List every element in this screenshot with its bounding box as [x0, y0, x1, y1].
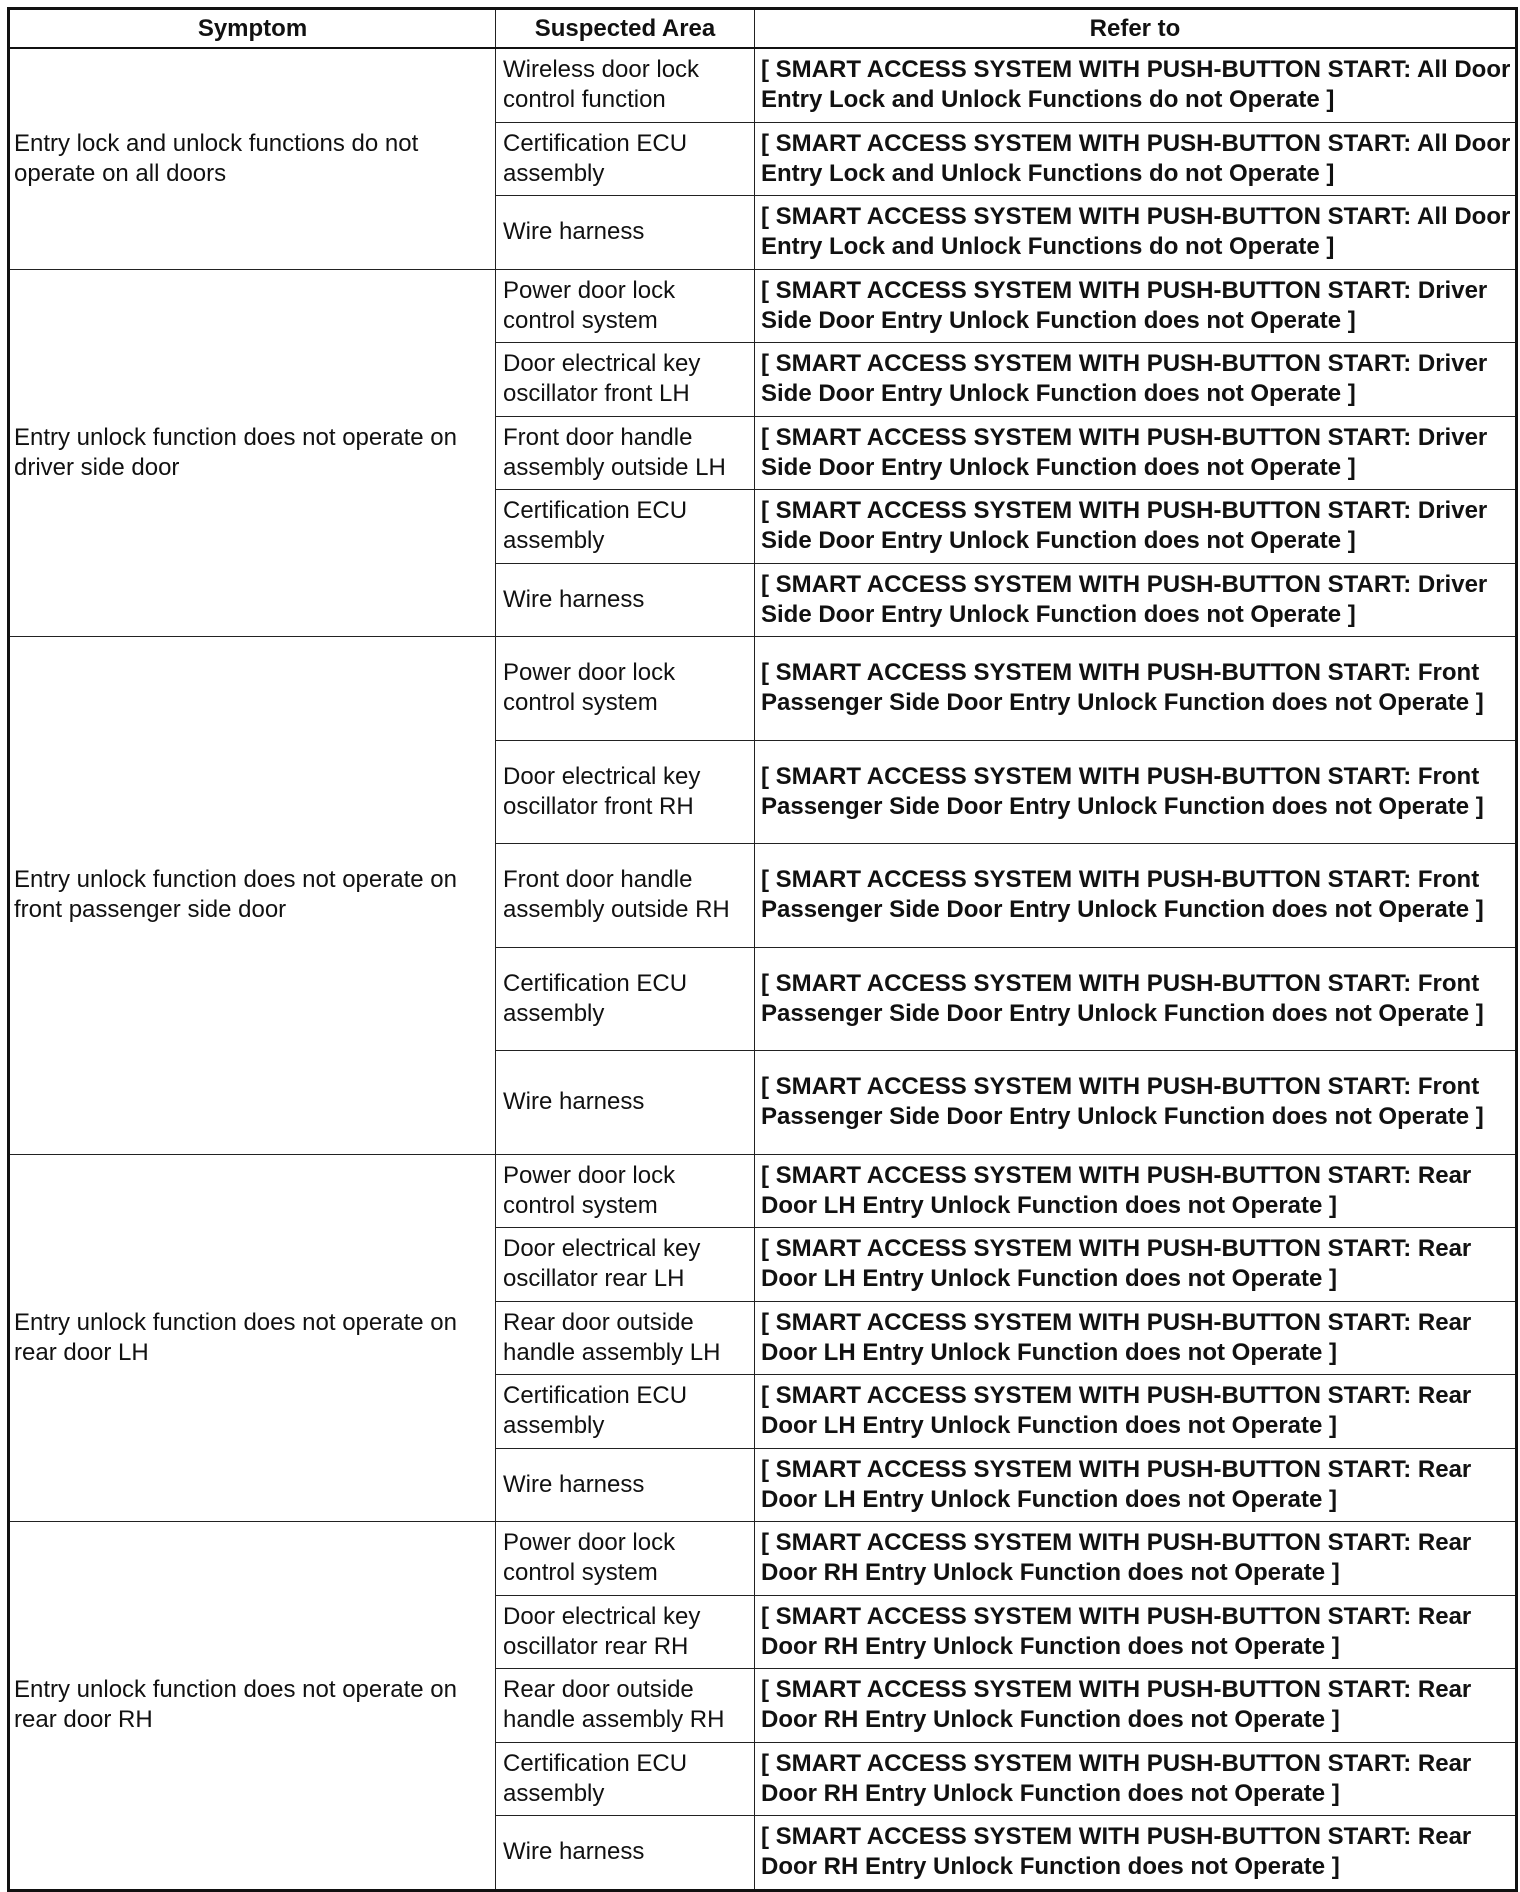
problem-symptoms-table-container [7, 7, 1515, 1892]
suspected-area-cell: Door electrical key oscillator front RH [496, 740, 755, 844]
refer-to-link[interactable]: [ SMART ACCESS SYSTEM WITH PUSH-BUTTON START: Rear Door RH Entry Unlock Function does not Operate ] [755, 1522, 1517, 1596]
refer-to-link[interactable]: [ SMART ACCESS SYSTEM WITH PUSH-BUTTON START: Driver Side Door Entry Unlock Function does not Operate ] [755, 416, 1517, 490]
problem-symptoms-table [7, 7, 1518, 1892]
refer-to-link[interactable]: [ SMART ACCESS SYSTEM WITH PUSH-BUTTON START: Driver Side Door Entry Unlock Function does not Operate ] [755, 563, 1517, 637]
suspected-area-cell: Power door lock control system [496, 1522, 755, 1596]
refer-to-link[interactable]: [ SMART ACCESS SYSTEM WITH PUSH-BUTTON START: Rear Door LH Entry Unlock Function does not Operate ] [755, 1448, 1517, 1522]
suspected-area-cell: Certification ECU assembly [496, 1375, 755, 1449]
table-row [9, 1522, 1517, 1596]
suspected-area-cell: Wire harness [496, 1051, 755, 1155]
suspected-area-cell: Certification ECU assembly [496, 1742, 755, 1816]
suspected-area-cell: Rear door outside handle assembly LH [496, 1301, 755, 1375]
refer-to-link[interactable]: [ SMART ACCESS SYSTEM WITH PUSH-BUTTON START: Rear Door LH Entry Unlock Function does not Operate ] [755, 1375, 1517, 1449]
refer-to-link[interactable]: [ SMART ACCESS SYSTEM WITH PUSH-BUTTON START: All Door Entry Lock and Unlock Functions do not Operate ] [755, 48, 1517, 122]
suspected-area-cell: Front door handle assembly outside RH [496, 844, 755, 948]
table-row [9, 1154, 1517, 1228]
refer-to-link[interactable]: [ SMART ACCESS SYSTEM WITH PUSH-BUTTON START: Front Passenger Side Door Entry Unlock Function does not Operate ] [755, 947, 1517, 1051]
suspected-area-cell: Power door lock control system [496, 637, 755, 741]
header-refer-to: Refer to [755, 9, 1517, 49]
refer-to-link[interactable]: [ SMART ACCESS SYSTEM WITH PUSH-BUTTON START: Front Passenger Side Door Entry Unlock Function does not Operate ] [755, 1051, 1517, 1155]
suspected-area-cell: Rear door outside handle assembly RH [496, 1669, 755, 1743]
refer-to-link[interactable]: [ SMART ACCESS SYSTEM WITH PUSH-BUTTON START: Rear Door LH Entry Unlock Function does not Operate ] [755, 1301, 1517, 1375]
suspected-area-cell: Certification ECU assembly [496, 490, 755, 564]
suspected-area-cell: Door electrical key oscillator rear LH [496, 1228, 755, 1302]
refer-to-link[interactable]: [ SMART ACCESS SYSTEM WITH PUSH-BUTTON START: Driver Side Door Entry Unlock Function does not Operate ] [755, 490, 1517, 564]
table-row [9, 637, 1517, 741]
header-suspected-area: Suspected Area [496, 9, 755, 49]
suspected-area-cell: Wire harness [496, 1448, 755, 1522]
refer-to-link[interactable]: [ SMART ACCESS SYSTEM WITH PUSH-BUTTON START: Front Passenger Side Door Entry Unlock Function does not Operate ] [755, 740, 1517, 844]
refer-to-link[interactable]: [ SMART ACCESS SYSTEM WITH PUSH-BUTTON START: Rear Door RH Entry Unlock Function does not Operate ] [755, 1816, 1517, 1891]
refer-to-link[interactable]: [ SMART ACCESS SYSTEM WITH PUSH-BUTTON START: Driver Side Door Entry Unlock Function does not Operate ] [755, 269, 1517, 343]
suspected-area-cell: Power door lock control system [496, 269, 755, 343]
suspected-area-cell: Wire harness [496, 563, 755, 637]
refer-to-link[interactable]: [ SMART ACCESS SYSTEM WITH PUSH-BUTTON START: Rear Door LH Entry Unlock Function does not Operate ] [755, 1228, 1517, 1302]
refer-to-link[interactable]: [ SMART ACCESS SYSTEM WITH PUSH-BUTTON START: Front Passenger Side Door Entry Unlock Function does not Operate ] [755, 844, 1517, 948]
symptom-cell: Entry unlock function does not operate on driver side door [9, 269, 496, 637]
symptom-cell: Entry unlock function does not operate on rear door RH [9, 1522, 496, 1891]
table-header-row [9, 9, 1517, 49]
refer-to-link[interactable]: [ SMART ACCESS SYSTEM WITH PUSH-BUTTON START: Rear Door RH Entry Unlock Function does not Operate ] [755, 1742, 1517, 1816]
refer-to-link[interactable]: [ SMART ACCESS SYSTEM WITH PUSH-BUTTON START: Front Passenger Side Door Entry Unlock Function does not Operate ] [755, 637, 1517, 741]
refer-to-link[interactable]: [ SMART ACCESS SYSTEM WITH PUSH-BUTTON START: All Door Entry Lock and Unlock Functions do not Operate ] [755, 196, 1517, 270]
refer-to-link[interactable]: [ SMART ACCESS SYSTEM WITH PUSH-BUTTON START: Driver Side Door Entry Unlock Function does not Operate ] [755, 343, 1517, 417]
symptom-cell: Entry unlock function does not operate on front passenger side door [9, 637, 496, 1155]
refer-to-link[interactable]: [ SMART ACCESS SYSTEM WITH PUSH-BUTTON START: Rear Door LH Entry Unlock Function does not Operate ] [755, 1154, 1517, 1228]
suspected-area-cell: Wire harness [496, 1816, 755, 1891]
refer-to-link[interactable]: [ SMART ACCESS SYSTEM WITH PUSH-BUTTON START: All Door Entry Lock and Unlock Functions do not Operate ] [755, 122, 1517, 196]
suspected-area-cell: Wireless door lock control function [496, 48, 755, 122]
suspected-area-cell: Door electrical key oscillator rear RH [496, 1595, 755, 1669]
suspected-area-cell: Power door lock control system [496, 1154, 755, 1228]
refer-to-link[interactable]: [ SMART ACCESS SYSTEM WITH PUSH-BUTTON START: Rear Door RH Entry Unlock Function does not Operate ] [755, 1595, 1517, 1669]
symptom-cell: Entry unlock function does not operate on rear door LH [9, 1154, 496, 1522]
suspected-area-cell: Door electrical key oscillator front LH [496, 343, 755, 417]
suspected-area-cell: Wire harness [496, 196, 755, 270]
table-row [9, 48, 1517, 122]
suspected-area-cell: Certification ECU assembly [496, 122, 755, 196]
suspected-area-cell: Certification ECU assembly [496, 947, 755, 1051]
table-row [9, 269, 1517, 343]
header-symptom: Symptom [9, 9, 496, 49]
suspected-area-cell: Front door handle assembly outside LH [496, 416, 755, 490]
refer-to-link[interactable]: [ SMART ACCESS SYSTEM WITH PUSH-BUTTON START: Rear Door RH Entry Unlock Function does not Operate ] [755, 1669, 1517, 1743]
symptom-cell: Entry lock and unlock functions do not operate on all doors [9, 48, 496, 269]
